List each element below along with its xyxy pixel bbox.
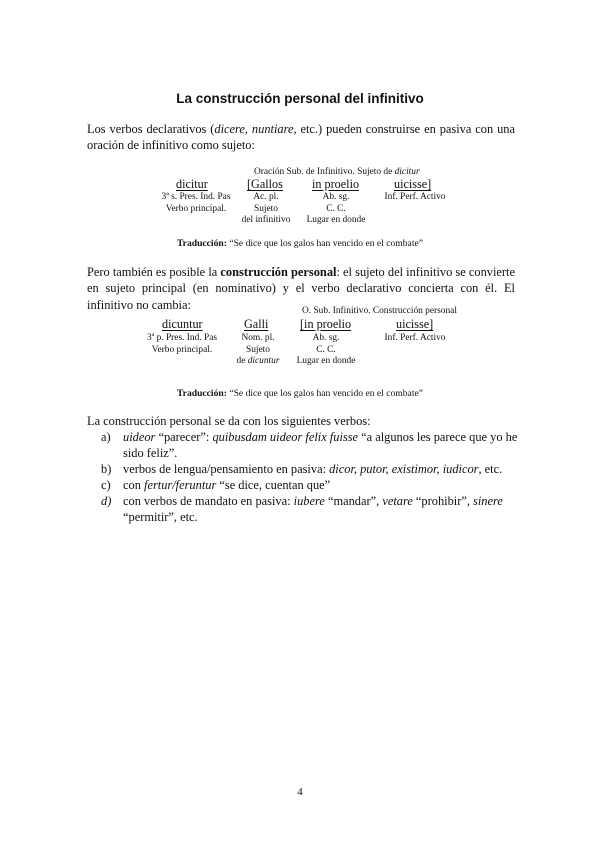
example1-note-3: Ab. sg. C. C. Lugar en donde — [306, 192, 366, 225]
example1-word-2: [Gallos — [247, 177, 283, 191]
verb-list — [87, 429, 527, 525]
example2-word-2: Galli — [244, 317, 269, 331]
example2-translation: Traducción: “Se dice que los galos han vencido en el combate” — [177, 388, 423, 399]
example2-note-1: 3ª p. Pres. Ind. Pas Verbo principal. — [146, 333, 218, 355]
example1-translation: Traducción: “Se dice que los galos han vencido en el combate” — [177, 238, 423, 249]
example2-word-3: [in proelio — [300, 317, 352, 331]
example2-note-3: Ab. sg. C. C. Lugar en donde — [296, 333, 356, 366]
example1-note-4: Inf. Perf. Activo — [384, 192, 446, 202]
example2-word-1: dicuntur — [162, 317, 203, 331]
list-item: d) con verbos de mandato en pasiva: iubere “mandar”, vetare “prohibir”, sinere “permitir”, etc. — [101, 494, 503, 524]
example1-note-2: Ac. pl. Sujeto del infinitivo — [241, 192, 291, 225]
list-intro: La construcción personal se da con los siguientes verbos: — [87, 414, 371, 428]
example1-header: Oración Sub. de Infinitivo. Sujeto de dicitur — [254, 167, 420, 177]
page-number: 4 — [297, 786, 303, 798]
example1-note-1: 3ª s. Pres. Ind. Pas Verbo principal. — [161, 192, 231, 214]
example1-word-4: uicisse] — [394, 177, 432, 191]
example1-word-3: in proelio — [312, 177, 360, 191]
list-item: c) con fertur/feruntur “se dice, cuentan que” — [101, 478, 331, 492]
page-title: La construcción personal del infinitivo — [176, 91, 424, 106]
construction-paragraph: Pero también es posible la construcción personal: el sujeto del infinitivo se convierte en sujeto principal (en nominativo) y el verbo declarativo concierta con él. El infinitivo no cambia: — [87, 265, 516, 312]
intro-paragraph: Los verbos declarativos (dicere, nuntiare, etc.) pueden construirse en pasiva con una oración de infinitivo como sujeto: — [87, 122, 515, 153]
example2-note-2: Nom. pl. Sujeto de dicuntur — [236, 333, 280, 366]
example2-word-4: uicisse] — [396, 317, 434, 331]
list-item: a) uideor “parecer”: quibusdam uideor felix fuisse “a algunos les parece que yo he sido feliz”. — [101, 430, 518, 460]
example2-note-4: Inf. Perf. Activo — [384, 333, 446, 343]
example2-header: O. Sub. Infinitivo. Construcción personal — [302, 306, 457, 316]
list-item: b) verbos de lengua/pensamiento en pasiva: dicor, putor, existimor, iudicor, etc. — [101, 462, 503, 476]
example1-word-1: dicitur — [176, 177, 208, 191]
